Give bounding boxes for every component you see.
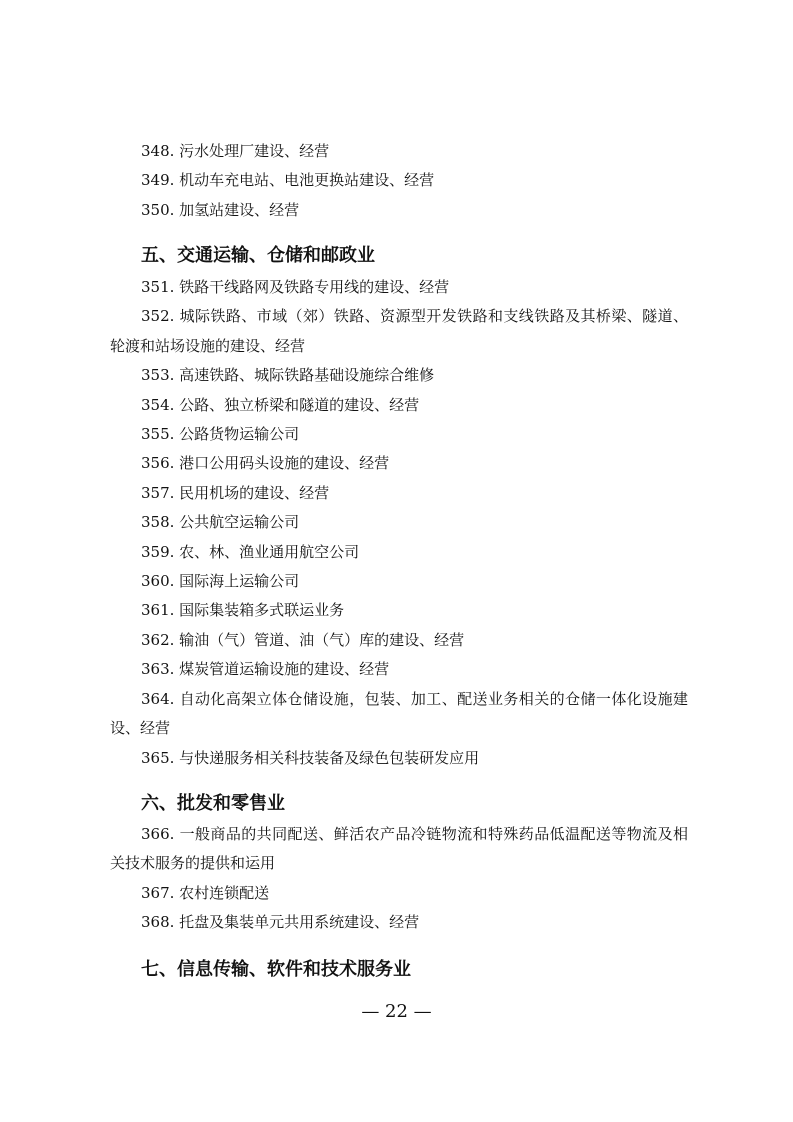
list-item: 358. 公共航空运输公司	[141, 513, 300, 532]
list-item: 356. 港口公用码头设施的建设、经营	[141, 454, 390, 473]
list-item: 366. 一般商品的共同配送、鲜活农产品冷链物流和特殊药品低温配送等物流及相关技术服务的提供和运用	[110, 825, 688, 873]
item-list-transport	[110, 273, 688, 773]
list-item: 351. 铁路干线路网及铁路专用线的建设、经营	[141, 278, 450, 296]
list-item: 360. 国际海上运输公司	[141, 572, 300, 591]
section-heading: 六、批发和零售业	[141, 793, 285, 814]
list-item: 364. 自动化高架立体仓储设施，包装、加工、配送业务相关的仓储一体化设施建设、经营	[110, 689, 688, 738]
list-item: 361. 国际集装箱多式联运业务	[141, 601, 345, 620]
section-heading-wholesale	[110, 792, 688, 816]
section-heading: 五、交通运输、仓储和邮政业	[141, 245, 375, 266]
list-item: 349. 机动车充电站、电池更换站建设、经营	[141, 171, 435, 190]
list-item: 357. 民用机场的建设、经营	[141, 483, 330, 502]
list-item: 350. 加氢站建设、经营	[141, 200, 300, 219]
list-item: 362. 输油（气）管道、油（气）库的建设、经营	[141, 630, 465, 649]
section-heading-it	[110, 958, 688, 982]
section-heading-transport	[110, 244, 688, 268]
list-item: 367. 农村连锁配送	[141, 883, 270, 902]
list-item: 352. 城际铁路、市域（郊）铁路、资源型开发铁路和支线铁路及其桥梁、隧道、轮渡和站场设施的建设、经营	[110, 307, 688, 355]
item-list-wholesale	[110, 820, 688, 938]
list-item: 359. 农、林、渔业通用航空公司	[141, 542, 360, 561]
section-heading: 七、信息传输、软件和技术服务业	[141, 959, 411, 980]
item-list-utilities	[110, 137, 688, 225]
list-item: 354. 公路、独立桥梁和隧道的建设、经营	[141, 395, 420, 414]
list-item: 363. 煤炭管道运输设施的建设、经营	[141, 660, 390, 679]
page-number: — 22 —	[361, 1001, 432, 1022]
list-item: 365. 与快递服务相关科技装备及绿色包装研发应用	[141, 748, 480, 767]
list-item: 355. 公路货物运输公司	[141, 425, 300, 444]
list-item: 368. 托盘及集装单元共用系统建设、经营	[141, 913, 420, 932]
list-item: 353. 高速铁路、城际铁路基础设施综合维修	[141, 366, 435, 385]
list-item: 348. 污水处理厂建设、经营	[141, 142, 330, 160]
